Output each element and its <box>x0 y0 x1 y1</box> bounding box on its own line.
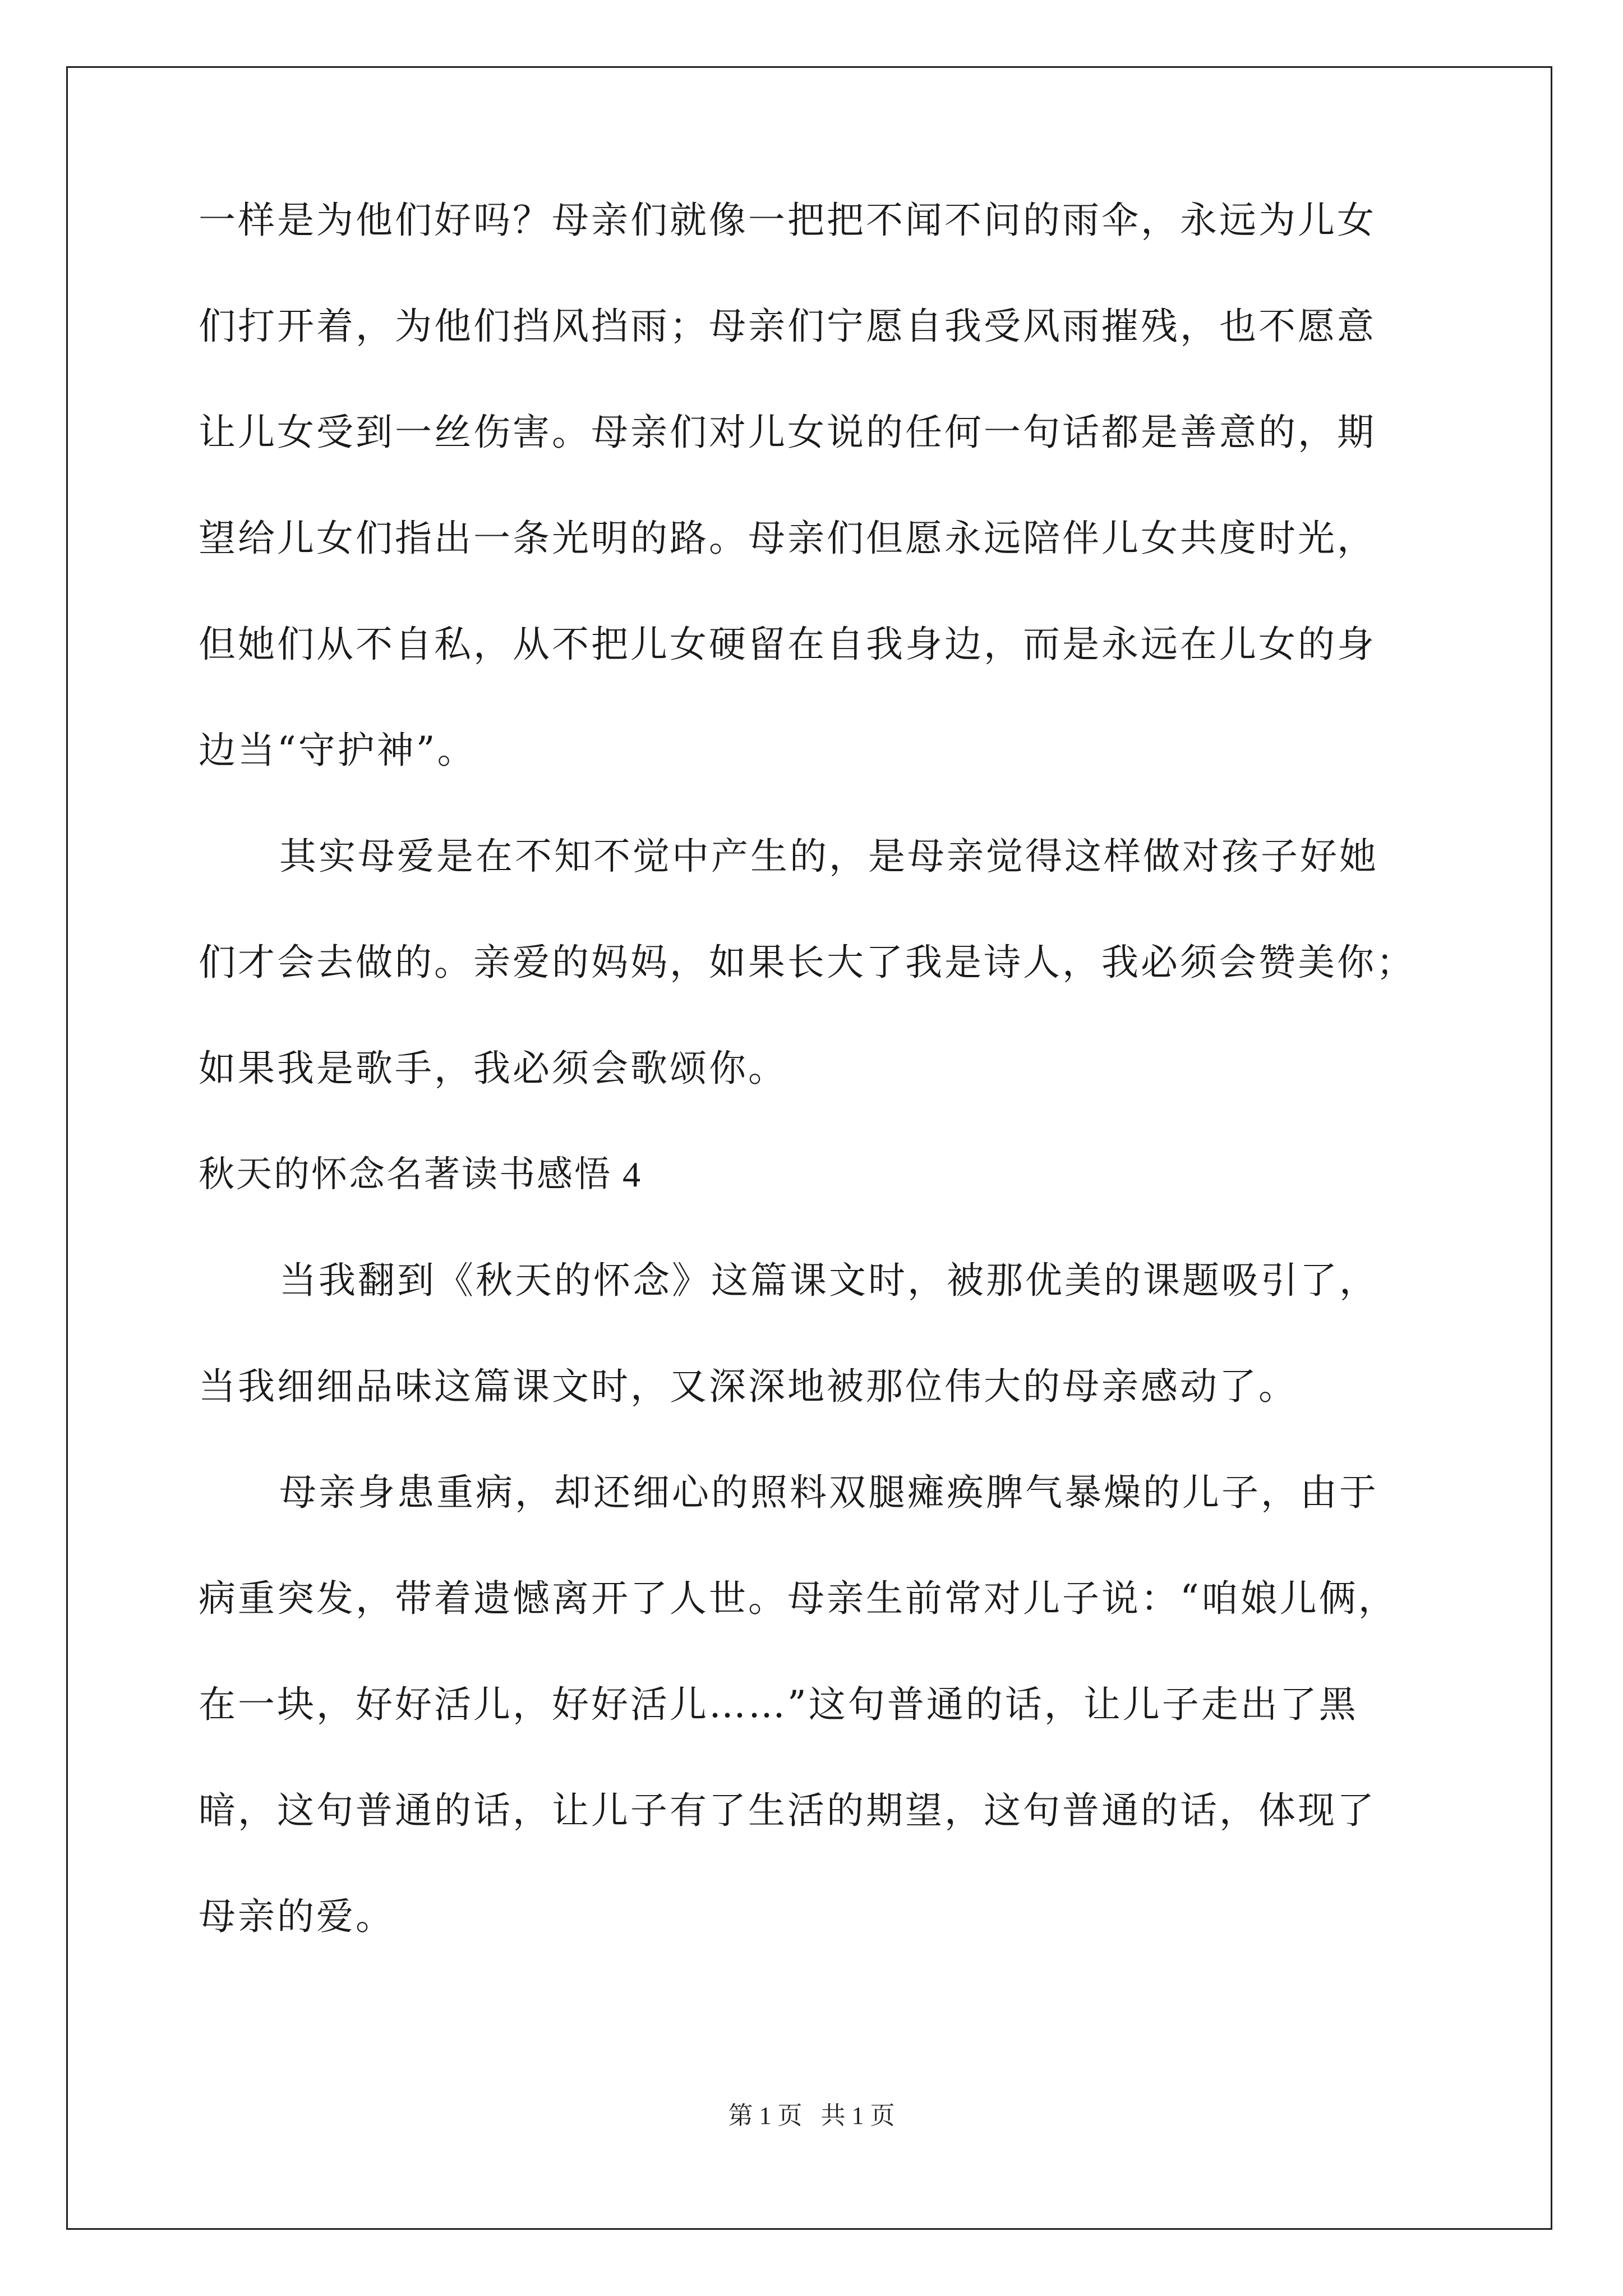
paragraph-line: 当我细细品味这篇课文时，又深深地被那位伟大的母亲感动了。 <box>199 1365 1298 1408</box>
paragraph-line: 边当“守护神”。 <box>199 729 477 772</box>
paragraph-line: 如果我是歌手，我必须会歌颂你。 <box>199 1047 787 1090</box>
paragraph-line: 但她们从不自私，从不把儿女硬留在自我身边，而是永远在儿女的身 <box>199 623 1376 666</box>
paragraph-line: 母亲的爱。 <box>199 1895 395 1938</box>
paragraph-line: 们打开着，为他们挡风挡雨；母亲们宁愿自我受风雨摧残，也不愿意 <box>199 305 1376 348</box>
paragraph-line: 望给儿女们指出一条光明的路。母亲们但愿永远陪伴儿女共度时光， <box>199 517 1376 560</box>
paragraph-line: 其实母爱是在不知不觉中产生的，是母亲觉得这样做对孩子好她 <box>279 835 1378 878</box>
paragraph-line: 在一块，好好活儿，好好活儿……”这句普通的话，让儿子走出了黑 <box>199 1683 1358 1726</box>
paragraph-line: 们才会去做的。亲爱的妈妈，如果长大了我是诗人，我必须会赞美你； <box>199 941 1415 984</box>
paragraph-line: 一样是为他们好吗？母亲们就像一把把不闻不问的雨伞，永远为儿女 <box>199 199 1376 242</box>
page-footer: 第 1 页 共 1 页 <box>728 2102 895 2129</box>
paragraph-line: 让儿女受到一丝伤害。母亲们对儿女说的任何一句话都是善意的，期 <box>199 411 1376 454</box>
paragraph-line: 母亲身患重病，却还细心的照料双腿瘫痪脾气暴燥的儿子，由于 <box>279 1471 1378 1514</box>
paragraph-line: 暗，这句普通的话，让儿子有了生活的期望，这句普通的话，体现了 <box>199 1789 1376 1832</box>
section-heading: 秋天的怀念名著读书感悟 4 <box>199 1154 642 1194</box>
paragraph-line: 当我翻到《秋天的怀念》这篇课文时，被那优美的课题吸引了， <box>279 1259 1378 1302</box>
paragraph-line: 病重突发，带着遗憾离开了人世。母亲生前常对儿子说：“咱娘儿俩， <box>199 1577 1398 1620</box>
document-body <box>199 199 1421 2004</box>
